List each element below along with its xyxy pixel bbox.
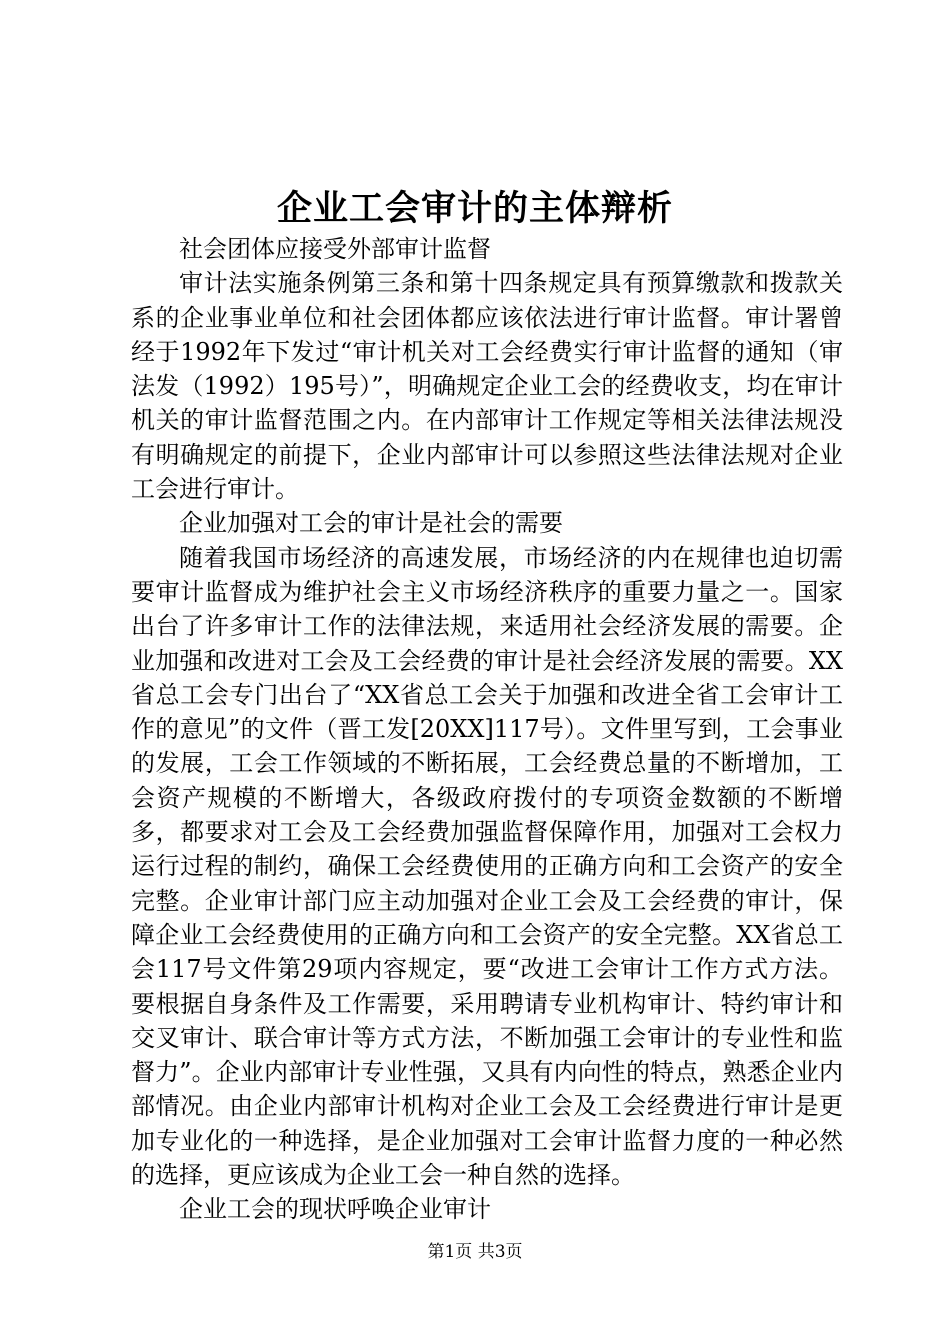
page-footer: 第1页 共3页 — [427, 1242, 523, 1262]
section-heading-2: 企业加强对工会的审计是社会的需要 — [179, 509, 563, 538]
paragraph-2: 随着我国市场经济的高速发展，市场经济的内在规律也迫切需要审计监督成为维护社会主义市场经济秩序的重要力量之一。国家出台了许多审计工作的法律法规，来适用社会经济发展的需要。企业加强和改进对工会及工会经费的审计是社会经济发展的需要。XX省总工会专门出台了“XX省总工会关于加强和改进全省工会审计工作的意见”的文件（晋工发[20XX]117号）。文件里写到，工会事业的发展，工会工作领域的不断拓展，工会经费总量的不断增加，工会资产规模的不断增大，各级政府拨付的专项资金数额的不断增多，都要求对工会及工会经费加强监督保障作用，加强对工会权力运行过程的制约，确保工会经费使用的正确方向和工会资产的安全完整。企业审计部门应主动加强对企业工会及工会经费的审计，保障企业工会经费使用的正确方向和工会资产的安全完整。XX省总工会117号文件第29项内容规定，要“改进工会审计工作方式方法。要根据自身条件及工作需要，采用聘请专业机构审计、特约审计和交叉审计、联合审计等方式方法，不断加强工会审计的专业性和监督力”。企业内部审计专业性强，又具有内向性的特点，熟悉企业内部情况。由企业内部审计机构对企业工会及工会经费进行审计是更加专业化的一种选择，是企业加强对工会审计监督力度的一种必然的选择，更应该成为企业工会一种自然的选择。 — [131, 543, 843, 1190]
paragraph-1: 审计法实施条例第三条和第十四条规定具有预算缴款和拨款关系的企业事业单位和社会团体都应该依法进行审计监督。审计署曾经于1992年下发过“审计机关对工会经费实行审计监督的通知（审法发（1992）195号）”，明确规定企业工会的经费收支，均在审计机关的审计监督范围之内。在内部审计工作规定等相关法律法规没有明确规定的前提下，企业内部审计可以参照这些法律法规对企业工会进行审计。 — [131, 269, 843, 504]
section-heading-3: 企业工会的现状呼唤企业审计 — [179, 1195, 491, 1224]
document-body — [131, 232, 843, 1227]
document-title: 企业工会审计的主体辩析 — [276, 188, 673, 229]
section-heading-1: 社会团体应接受外部审计监督 — [179, 235, 491, 263]
